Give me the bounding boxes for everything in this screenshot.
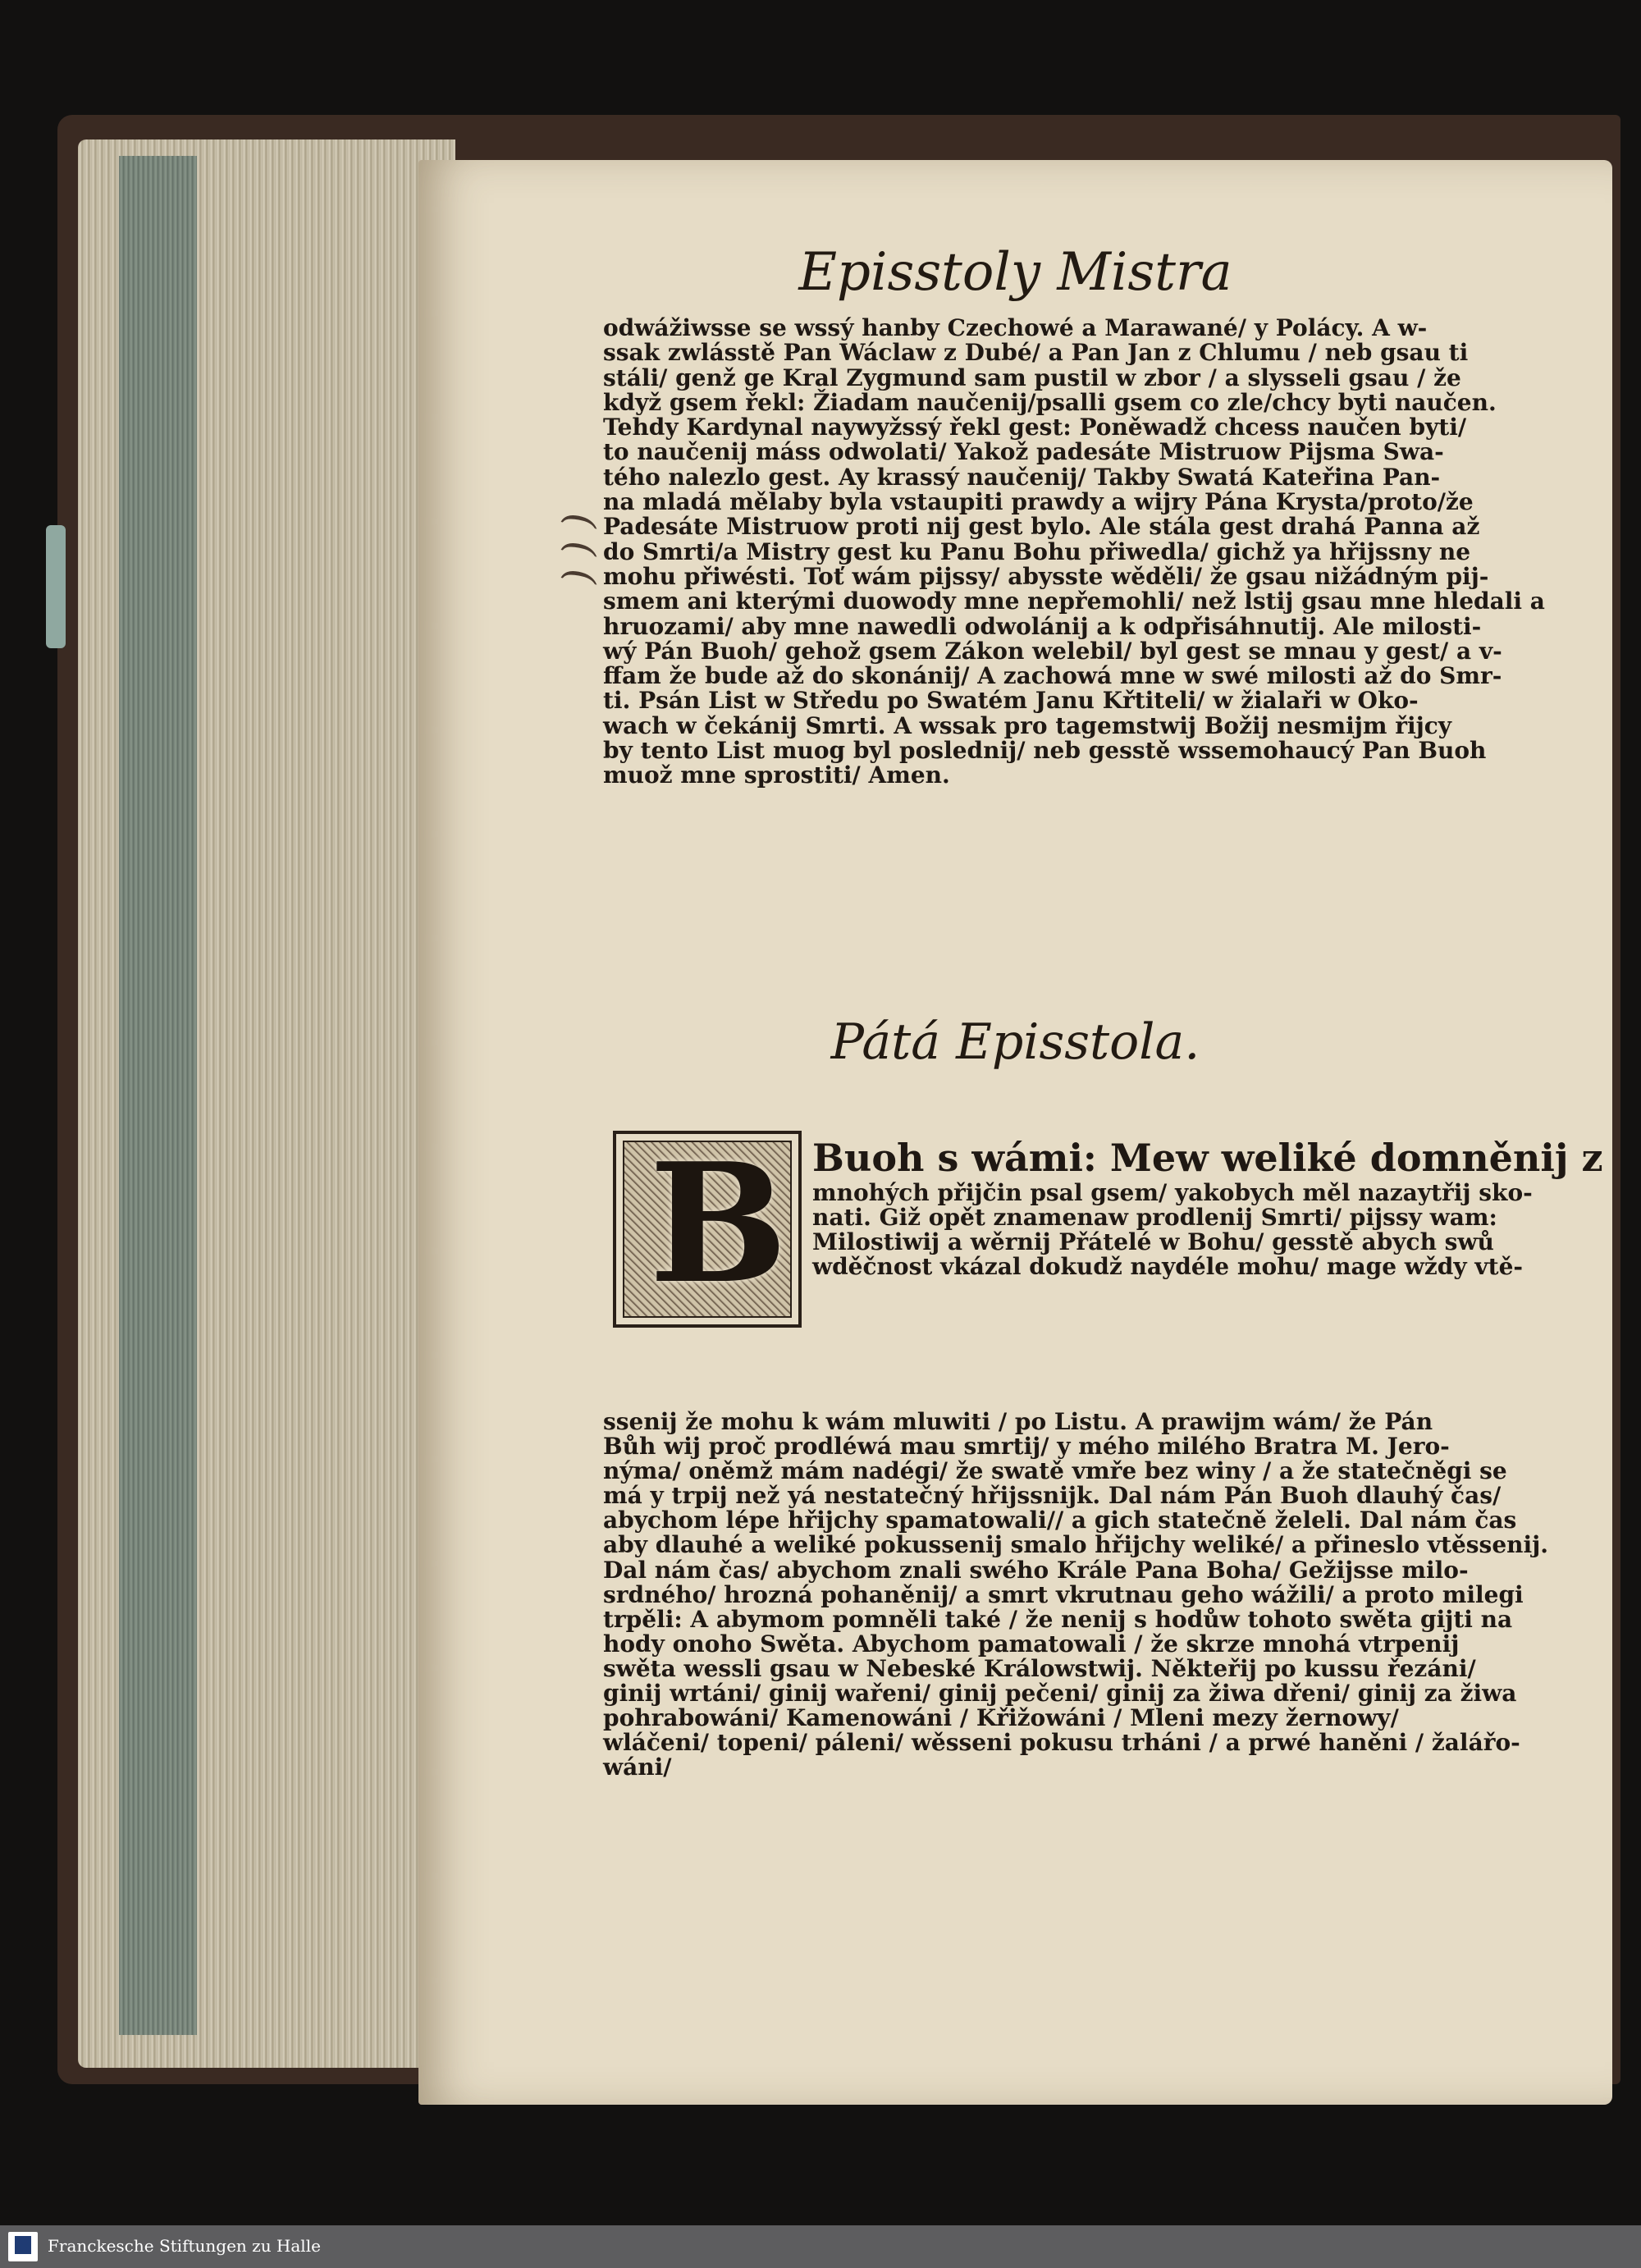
text-line: stáli/ genž ge Kral Zygmund sam pustil w zbor / a slysseli gsau / že	[603, 364, 1461, 391]
text-line: aby dlauhé a weliké pokussenij smalo hřijchy weliké/ a přineslo vtěssenij.	[603, 1531, 1549, 1559]
text-line: srdného/ hrozná pohaněnij/ a smrt vkrutnau geho wážili/ a proto milegi	[603, 1580, 1524, 1608]
institution-logo-icon	[8, 2232, 38, 2261]
text-line: na mladá mělaby byla vstaupiti prawdy a wijry Pána Krysta/proto/že	[603, 488, 1474, 516]
text-line: Milostiwij a wěrnij Přátelé w Bohu/ gesstě abych swů	[812, 1228, 1494, 1256]
text-line: swěta wessli gsau w Nebeské Králowstwij. Někteřij po kussu řezáni/	[603, 1654, 1476, 1682]
text-line: ssak zwlásstě Pan Wáclaw z Dubé/ a Pan Jan z Chlumu / neb gsau ti	[603, 339, 1469, 367]
text-line: má y trpij než yá nestatečný hřijssnijk. Dal nám Pán Buoh dlauhý čas/	[603, 1482, 1502, 1510]
text-line: ginij wrtáni/ ginij wařeni/ ginij pečeni/ ginij za žiwa dřeni/ ginij za žiwa	[603, 1680, 1517, 1708]
book-clasp	[46, 525, 66, 648]
text-line: do Smrti/a Mistry gest ku Panu Bohu přiwedla/ gichž ya hřijssny ne	[603, 537, 1471, 565]
text-line: když gsem řekl: Žiadam naučenij/psalli gsem co zle/chcy byti naučen.	[603, 388, 1497, 416]
page-edges-stain	[119, 156, 197, 2035]
text-line: tého nalezlo gest. Ay krassý naučenij/ Takby Swatá Kateřina Pan-	[603, 463, 1441, 491]
text-line: mnohých přijčin psal gsem/ yakobych měl nazaytřij sko-	[812, 1179, 1533, 1206]
text-line: wděčnost vkázal dokudž naydéle mohu/ mage wždy vtě-	[812, 1253, 1524, 1281]
text-line: hruozami/ aby mne nawedli odwolánij a k odpřisáhnutij. Ale milosti-	[603, 612, 1482, 640]
letter-five-body	[603, 1410, 1575, 1780]
text-line: ssenij že mohu k wám mluwiti / po Listu. A prawijm wám/ že Pán	[603, 1408, 1433, 1435]
initial-letter: B	[649, 1127, 789, 1320]
text-line: odwážiwsse se wssý hanby Czechowé a Marawané/ y Polácy. A w-	[603, 314, 1428, 341]
text-line: smem ani kterými duowody mne nepřemohli/ než lstij gsau mne hledali a	[603, 588, 1545, 615]
text-line: wáni/	[603, 1754, 672, 1781]
margin-marks: ( ( (	[557, 513, 603, 584]
decorated-initial	[613, 1127, 802, 1328]
letter-four-text	[603, 316, 1567, 789]
text-line: wý Pán Buoh/ gehož gsem Zákon welebil/ byl gest se mnau y gest/ a v-	[603, 637, 1502, 665]
opening-words: Buoh s wámi: Mew weliké domněnij z	[812, 1136, 1603, 1180]
text-line: Padesáte Mistruow proti nij gest bylo. Ale stála gest drahá Panna až	[603, 513, 1480, 541]
text-line: ffam že bude až do skonánij/ A zachowá mne w swé milosti až do Smr-	[603, 662, 1502, 690]
text-line: Dal nám čas/ abychom znali swého Krále Pana Boha/ Gežijsse milo-	[603, 1556, 1469, 1584]
logo-mark	[15, 2236, 31, 2254]
text-line: nýma/ oněmž mám nadégi/ že swatě vmře bez winy / a že statečněgi se	[603, 1457, 1507, 1485]
text-line: by tento List muog byl poslednij/ neb gesstě wssemohaucý Pan Buoh	[603, 737, 1487, 765]
book-page	[418, 160, 1612, 2105]
text-line: to naučenij máss odwolati/ Yakož padesáte Mistruow Pijsma Swa-	[603, 438, 1444, 466]
text-line: trpěli: A abymom pomněli také / že nenij s hodůw tohoto swěta gijti na	[603, 1605, 1513, 1633]
text-line: muož mne sprostiti/ Amen.	[603, 761, 950, 789]
text-line: abychom lépe hřijchy spamatowali// a gich statečně želeli. Dal nám čas	[603, 1507, 1517, 1534]
footer-institution-name: Franckesche Stiftungen zu Halle	[48, 2236, 321, 2256]
letter-five-opening	[812, 1135, 1603, 1281]
text-line: ti. Psán List w Středu po Swatém Janu Křtiteli/ w žialaři w Oko-	[603, 687, 1419, 715]
running-head: Episstoly Mistra	[798, 242, 1232, 303]
footer-bar	[0, 2225, 1641, 2268]
text-line: mohu přiwésti. Toť wám pijssy/ abysste wěděli/ že gsau nižádným pij-	[603, 562, 1489, 590]
text-line: wach w čekánij Smrti. A wssak pro tagemstwij Božij nesmijm řijcy	[603, 711, 1452, 739]
text-line: wláčeni/ topeni/ páleni/ wěsseni pokusu trháni / a prwé haněni / žalářo-	[603, 1729, 1520, 1757]
section-title: Pátá Episstola.	[830, 1013, 1200, 1071]
text-line: hody onoho Swěta. Abychom pamatowali / že skrze mnohá vtrpenij	[603, 1630, 1460, 1658]
text-line: Bůh wij proč prodléwá mau smrtij/ y mého milého Bratra M. Jero-	[603, 1433, 1450, 1461]
text-line: nati. Giž opět znamenaw prodlenij Smrti/ pijssy wam:	[812, 1204, 1497, 1232]
text-line: Tehdy Kardynal naywyžssý řekl gest: Poněwadž chcess naučen byti/	[603, 414, 1467, 441]
text-line: pohrabowáni/ Kamenowáni / Křižowáni / Mleni mezy žernowy/	[603, 1704, 1399, 1732]
